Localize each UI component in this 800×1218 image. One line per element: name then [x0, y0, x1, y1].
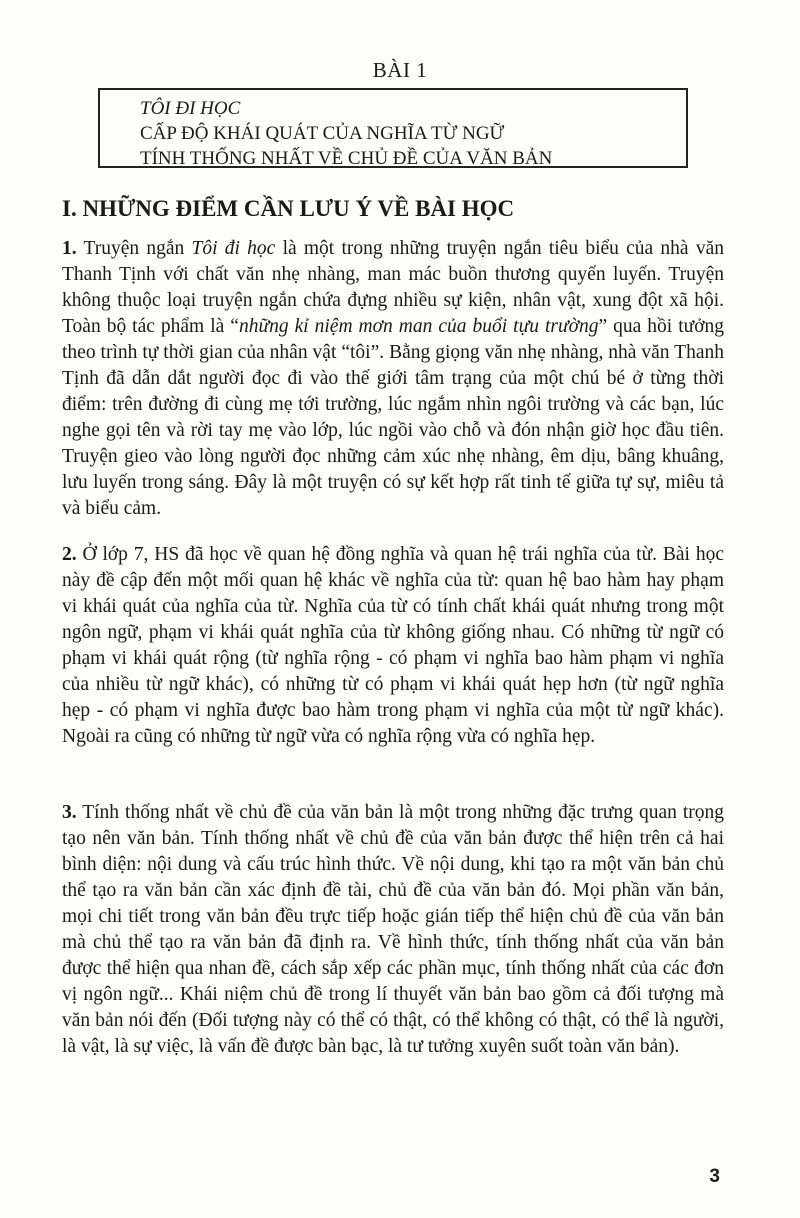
title-line-story: TÔI ĐI HỌC — [140, 98, 241, 119]
lesson-title-box — [98, 88, 688, 168]
section-heading: I. NHỮNG ĐIỂM CẦN LƯU Ý VỀ BÀI HỌC — [62, 196, 515, 221]
paragraph-number: 3. — [62, 802, 77, 823]
page-number: 3 — [709, 1166, 720, 1187]
paragraph-text: là một trong những truyện ngắn tiêu biểu của nhà văn Thanh Tịnh với chất văn nhẹ nhàng, man mác buồn thương quyến luyến. Truyện không thuộc loại truyện ngắn chứa đựng nhiều sự kiện, nhân vật, xung đột xã hội. Toàn bộ tác phẩm là “ — [62, 238, 724, 337]
paragraph-text: Truyện ngắn — [76, 238, 192, 259]
title-line-text-unity: TÍNH THỐNG NHẤT VỀ CHỦ ĐỀ CỦA VĂN BẢN — [140, 148, 553, 169]
quote-italic: những kỉ niệm mơn man của buổi tựu trường — [238, 316, 599, 337]
lesson-number: BÀI 1 — [372, 58, 428, 82]
paragraph-text: Tính thống nhất về chủ đề của văn bản là một trong những đặc trưng quan trọng tạo nên văn bản. Tính thống nhất về chủ đề của văn bản được thể hiện trên cả hai bình diện: nội dung và cấu trúc hình thức. Về nội dung, khi tạo ra một văn bản chủ thể tạo ra văn bản cần xác định đề tài, chủ đề của văn bản đó. Mọi phần văn bản, mọi chi tiết trong văn bản đều trực tiếp hoặc gián tiếp thể hiện chủ đề của văn bản mà chủ thể tạo ra văn bản đã định ra. Về hình thức, tính thống nhất của văn bản được thể hiện qua nhan đề, cách sắp xếp các phần mục, tính thống nhất của các đơn vị ngôn ngữ... Khái niệm chủ đề trong lí thuyết văn bản bao gồm cả đối tượng mà văn bản nói đến (Đối tượng này có thể có thật, có thể không có thật, có thể là người, là vật, là sự việc, là vấn đề được bàn bạc, là tư tưởng xuyên suốt toàn văn bản). — [62, 802, 724, 1057]
paragraph-number: 1. — [62, 238, 77, 259]
paragraph-2 — [62, 542, 724, 750]
paragraph-text: Ở lớp 7, HS đã học về quan hệ đồng nghĩa và quan hệ trái nghĩa của từ. Bài học này đề cập đến một mối quan hệ khác về nghĩa của từ: quan hệ bao hàm hay phạm vi khái quát của nghĩa của từ. Nghĩa của từ có tính chất khái quát nhưng trong một ngôn ngữ, phạm vi khái quát nghĩa của từ không giống nhau. Có những từ ngữ có phạm vi khái quát rộng (từ nghĩa rộng - có phạm vi nghĩa bao hàm phạm vi nghĩa của nhiều từ ngữ khác), có những từ có phạm vi khái quát hẹp hơn (từ ngữ nghĩa hẹp - có phạm vi nghĩa được bao hàm trong phạm vi nghĩa của một từ ngữ khác). Ngoài ra cũng có những từ ngữ vừa có nghĩa rộng vừa có nghĩa hẹp. — [62, 544, 724, 747]
title-line-vocabulary: CẤP ĐỘ KHÁI QUÁT CỦA NGHĨA TỪ NGỮ — [140, 123, 505, 144]
story-title-italic: Tôi đi học — [191, 238, 276, 259]
paragraph-number: 2. — [62, 544, 77, 565]
paragraph-1 — [62, 236, 724, 522]
paragraph-3 — [62, 800, 724, 1060]
paragraph-text: ” qua hồi tưởng theo trình tự thời gian của nhân vật “tôi”. Bằng giọng văn nhẹ nhàng, nhà văn Thanh Tịnh đã dẫn dắt người đọc đi vào thế giới tâm trạng của một chú bé ở từng thời điểm: trên đường đi cùng mẹ tới trường, lúc ngắm nhìn ngôi trường và các bạn, lúc nghe gọi tên và rời tay mẹ vào lớp, lúc ngồi vào chỗ và đón nhận giờ học đầu tiên. Truyện gieo vào lòng người đọc những cảm xúc nhẹ nhàng, êm dịu, bâng khuâng, lưu luyến trong sáng. Đây là một truyện có sự kết hợp rất tinh tế giữa tự sự, miêu tả và biểu cảm. — [62, 316, 724, 519]
